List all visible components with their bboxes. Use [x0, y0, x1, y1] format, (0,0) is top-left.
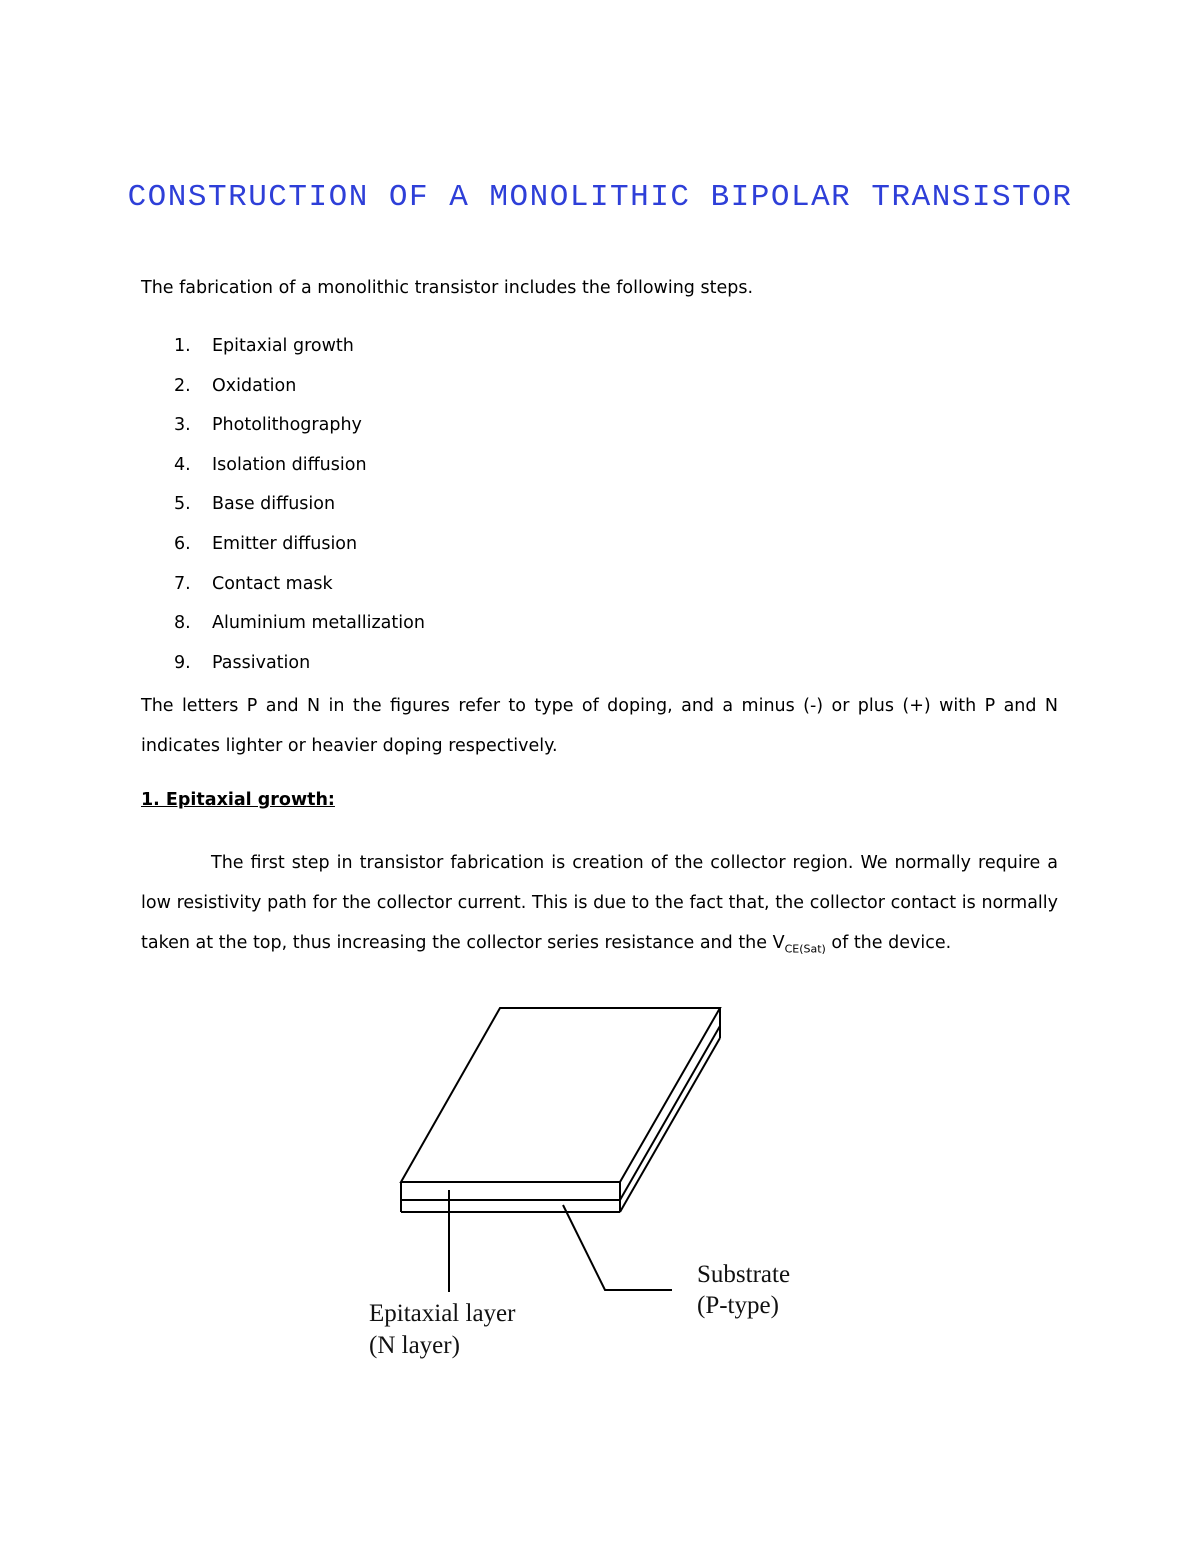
steps-list [141, 336, 425, 692]
step-number: 3. [174, 415, 191, 436]
list-item [141, 494, 425, 534]
epitaxial-label: Epitaxial layer [369, 1300, 516, 1327]
step-label: Oxidation [212, 375, 297, 396]
intro-text: The fabrication of a monolithic transistor includes the following steps. [141, 278, 754, 298]
doping-note: The letters P and N in the figures refer to type of doping, and a minus (-) or plus (+) with P and N indicates lighter or heavier doping respectively. [141, 696, 1058, 756]
right-layer-line [620, 1026, 720, 1200]
step-number: 6. [174, 533, 191, 554]
paragraph-text-end: of the device. [825, 933, 952, 953]
epitaxial-wafer-diagram [0, 995, 1200, 1375]
list-item [141, 415, 425, 455]
page-title: CONSTRUCTION OF A MONOLITHIC BIPOLAR TRANSISTOR [127, 180, 1073, 215]
step-label: Epitaxial growth [212, 336, 354, 356]
substrate-type-label: (P-type) [697, 1292, 779, 1319]
step-number: 5. [174, 494, 191, 515]
step-label: Emitter diffusion [212, 533, 358, 554]
substrate-leader-line [563, 1205, 672, 1290]
list-item [141, 455, 425, 495]
step-label: Base diffusion [212, 494, 336, 515]
step-label: Isolation diffusion [212, 454, 367, 475]
epitaxial-type-label: (N layer) [369, 1332, 460, 1359]
step-number: 9. [174, 652, 191, 673]
list-item [141, 376, 425, 416]
wafer-top-face [401, 1008, 720, 1182]
list-item [141, 534, 425, 574]
substrate-label: Substrate [697, 1261, 791, 1288]
step-number: 8. [174, 613, 191, 634]
step-label: Aluminium metallization [212, 613, 425, 634]
step-label: Contact mask [212, 573, 333, 594]
step-number: 4. [174, 454, 191, 475]
list-item [141, 336, 425, 376]
vce-subscript: CE(Sat) [784, 942, 826, 956]
list-item [141, 574, 425, 614]
right-bottom-line [620, 1038, 720, 1212]
step-number: 7. [174, 573, 191, 594]
section-paragraph [141, 843, 1058, 970]
step-label: Photolithography [212, 415, 362, 436]
section-heading: 1. Epitaxial growth: [141, 790, 335, 810]
step-number: 1. [174, 336, 191, 356]
list-item [141, 613, 425, 653]
paragraph-text: The first step in transistor fabrication is creation of the collector region. We normally require a low resistivity path for the collector current. This is due to the fact that, the collector contact is normally taken at the top, thus increasing the collector series resistance and the V [141, 853, 1058, 953]
step-number: 2. [174, 375, 191, 396]
step-label: Passivation [212, 652, 311, 673]
